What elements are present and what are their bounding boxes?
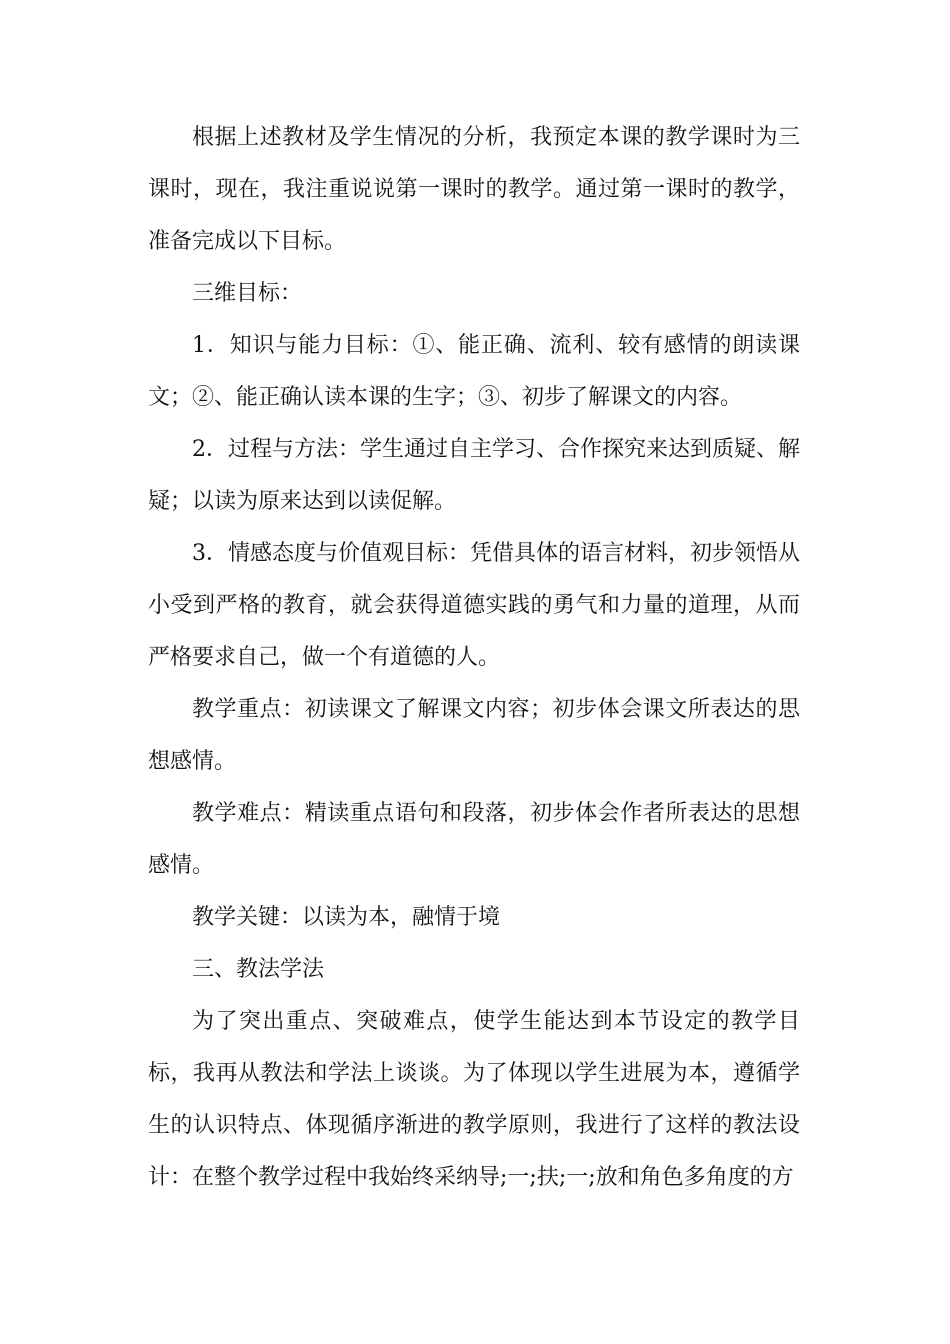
paragraph-methods-description: 为了突出重点、突破难点，使学生能达到本节设定的教学目标，我再从教法和学法上谈谈。为了体现以学生进展为本，遵循学生的认识特点、体现循序渐进的教学原则，我进行了这样的教法设计：在整个教学过程中我始终采纳导;一;扶;一;放和角色多角度的方 (148, 1009, 800, 1190)
paragraph-emotion-attitude-goal: 3．情感态度与价值观目标：凭借具体的语言材料，初步领悟从小受到严格的教育，就会获得道德实践的勇气和力量的道理，从而严格要求自己，做一个有道德的人。 (148, 541, 800, 670)
paragraph-lesson-plan-intro: 根据上述教材及学生情况的分析，我预定本课的教学课时为三课时，现在，我注重说说第一课时的教学。通过第一课时的教学，准备完成以下目标。 (148, 125, 800, 254)
paragraph-section-heading-methods: 三、教法学法 (192, 957, 325, 982)
paragraph-teaching-key: 教学关键：以读为本，融情于境 (192, 905, 501, 930)
paragraph-knowledge-ability-goal: 1．知识与能力目标：①、能正确、流利、较有感情的朗读课文；②、能正确认读本课的生字；③、初步了解课文的内容。 (148, 333, 800, 410)
paragraph-teaching-difficulty: 教学难点：精读重点语句和段落，初步体会作者所表达的思想感情。 (148, 801, 800, 878)
paragraph-process-method-goal: 2．过程与方法：学生通过自主学习、合作探究来达到质疑、解疑；以读为原来达到以读促解。 (148, 437, 800, 514)
document-body (148, 112, 800, 1204)
paragraph-teaching-focus: 教学重点：初读课文了解课文内容；初步体会课文所表达的思想感情。 (148, 697, 800, 774)
paragraph-three-dimensional-goals-heading: 三维目标： (192, 281, 303, 306)
